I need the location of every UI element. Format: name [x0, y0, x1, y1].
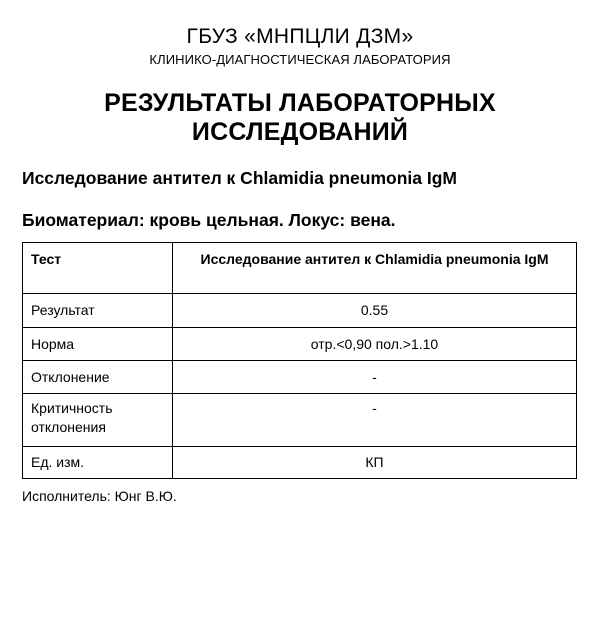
row-label: Отклонение: [23, 361, 173, 394]
header-value-cell: Исследование антител к Chlamidia pneumonia IgM: [173, 243, 577, 294]
row-value: отр.<0,90 пол.>1.10: [173, 328, 577, 361]
biomaterial-info: Биоматериал: кровь цельная. Локус: вена.: [22, 210, 396, 230]
table-header-row: [23, 243, 577, 294]
row-label: Критичность отклонения: [23, 394, 173, 447]
laboratory-name: КЛИНИКО-ДИАГНОСТИЧЕСКАЯ ЛАБОРАТОРИЯ: [149, 52, 451, 67]
table-row-units: [23, 447, 577, 479]
executor-signature: Исполнитель: Юнг В.Ю.: [22, 488, 177, 504]
header-label-cell: Тест: [23, 243, 173, 294]
row-value: -: [173, 394, 577, 447]
document-title: [0, 89, 600, 147]
document-title-line-2: ИССЛЕДОВАНИЙ: [191, 118, 409, 146]
row-label: Результат: [23, 294, 173, 328]
table-row-result: [23, 294, 577, 328]
document-title-line-1: РЕЗУЛЬТАТЫ ЛАБОРАТОРНЫХ: [104, 89, 496, 117]
row-value: 0.55: [173, 294, 577, 328]
test-title: Исследование антител к Chlamidia pneumonia IgM: [22, 168, 457, 188]
results-table: [22, 242, 577, 479]
table-row-norm: [23, 328, 577, 361]
row-value: -: [173, 361, 577, 394]
row-value: КП: [173, 447, 577, 479]
organization-name: ГБУЗ «МНПЦЛИ ДЗМ»: [186, 25, 414, 48]
row-label: Норма: [23, 328, 173, 361]
table-row-criticality: [23, 394, 577, 447]
table-row-deviation: [23, 361, 577, 394]
row-label: Ед. изм.: [23, 447, 173, 479]
